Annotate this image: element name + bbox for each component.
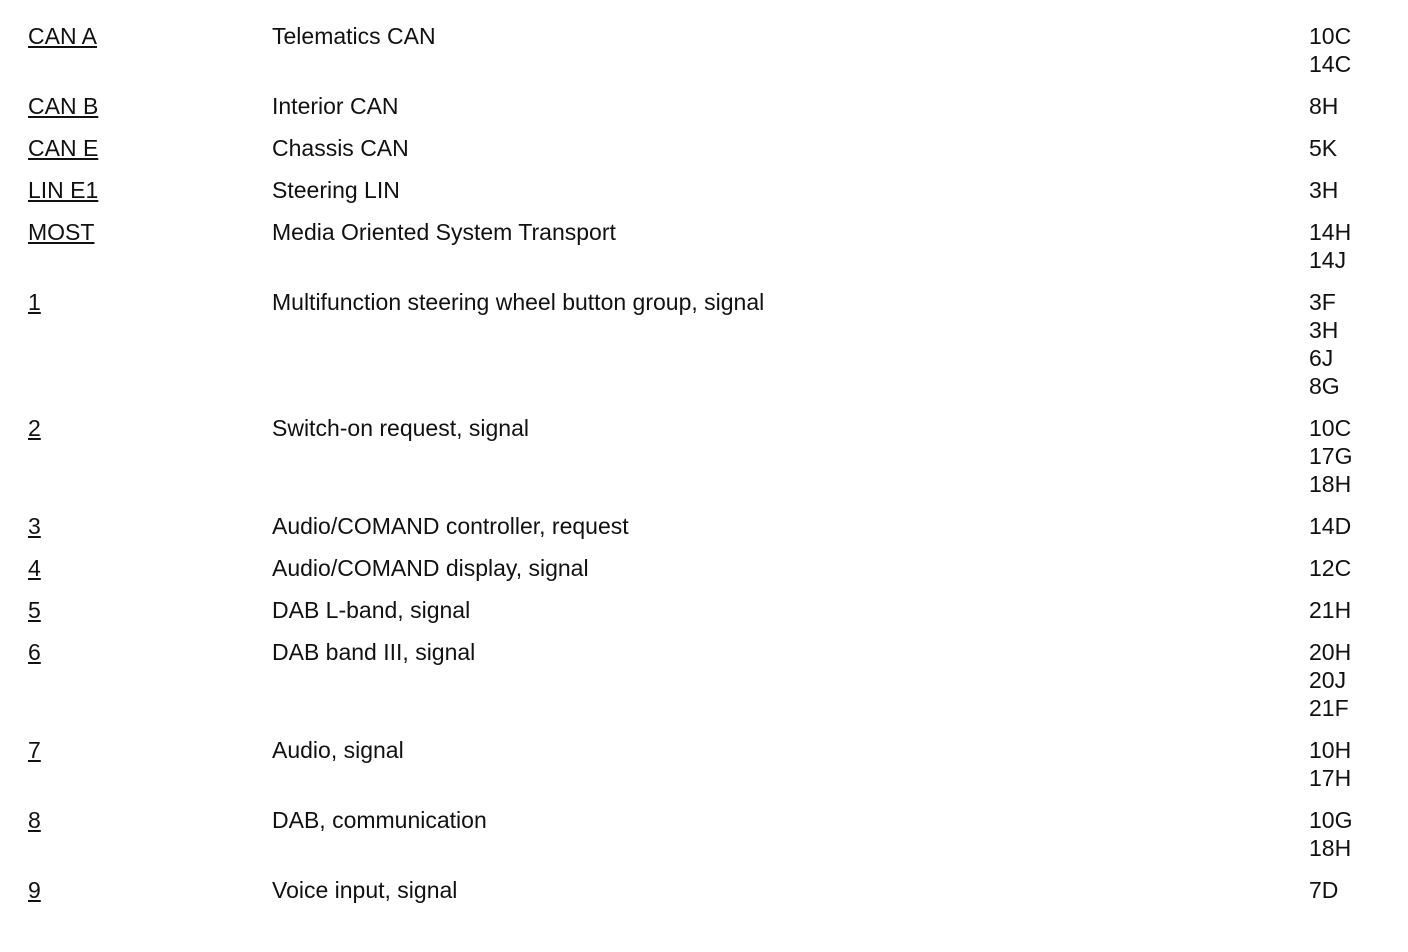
grid-reference: 12C <box>1309 555 1352 581</box>
grid-reference: 6J <box>1309 345 1334 371</box>
grid-reference: 10C <box>1309 415 1352 441</box>
grid-reference: 20H <box>1309 639 1352 665</box>
legend-code-cell <box>28 554 272 582</box>
legend-row <box>28 512 1388 540</box>
legend-grid-refs <box>1309 414 1388 498</box>
legend-grid-refs <box>1309 876 1388 904</box>
legend-code-cell <box>28 414 272 442</box>
legend-row <box>28 176 1388 204</box>
grid-reference: 3F <box>1309 289 1336 315</box>
legend-code-link[interactable]: CAN A <box>28 23 98 49</box>
legend-row <box>28 638 1388 722</box>
legend-description: Telematics CAN <box>272 23 436 49</box>
grid-reference: 14D <box>1309 513 1352 539</box>
legend-grid-refs <box>1309 638 1388 722</box>
legend-grid-refs <box>1309 176 1388 204</box>
legend-description: DAB band III, signal <box>272 639 476 665</box>
signal-legend-table <box>28 22 1388 918</box>
legend-grid-refs <box>1309 736 1388 792</box>
grid-reference: 8H <box>1309 93 1339 119</box>
legend-code-link[interactable]: 2 <box>28 415 41 441</box>
legend-code-link[interactable]: 3 <box>28 513 41 539</box>
legend-code-link[interactable]: 6 <box>28 639 41 665</box>
legend-code-link[interactable]: 5 <box>28 597 41 623</box>
legend-grid-refs <box>1309 806 1388 862</box>
grid-reference: 21H <box>1309 597 1352 623</box>
legend-row <box>28 806 1388 862</box>
grid-reference: 14J <box>1309 247 1347 273</box>
legend-grid-refs <box>1309 22 1388 78</box>
grid-reference: 10G <box>1309 807 1353 833</box>
legend-code-cell <box>28 638 272 666</box>
legend-description: Audio/COMAND display, signal <box>272 555 589 581</box>
grid-reference: 20J <box>1309 667 1347 693</box>
legend-code-cell <box>28 596 272 624</box>
grid-reference: 21F <box>1309 695 1349 721</box>
grid-reference: 10H <box>1309 737 1352 763</box>
legend-grid-refs <box>1309 596 1388 624</box>
legend-code-link[interactable]: 1 <box>28 289 41 315</box>
legend-row <box>28 596 1388 624</box>
legend-row <box>28 554 1388 582</box>
legend-row <box>28 218 1388 274</box>
legend-description: Chassis CAN <box>272 135 409 161</box>
grid-reference: 8G <box>1309 373 1340 399</box>
legend-row <box>28 288 1388 400</box>
grid-reference: 3H <box>1309 317 1339 343</box>
legend-description: Switch-on request, signal <box>272 415 529 441</box>
legend-code-cell <box>28 288 272 316</box>
legend-grid-refs <box>1309 554 1388 582</box>
legend-grid-refs <box>1309 134 1388 162</box>
legend-code-link[interactable]: LIN E1 <box>28 177 99 203</box>
legend-code-cell <box>28 176 272 204</box>
legend-code-cell <box>28 512 272 540</box>
legend-description: DAB L-band, signal <box>272 597 471 623</box>
legend-code-link[interactable]: 4 <box>28 555 41 581</box>
legend-description: DAB, communication <box>272 807 487 833</box>
legend-description: Multifunction steering wheel button group, signal <box>272 289 765 315</box>
legend-code-cell <box>28 876 272 904</box>
grid-reference: 17G <box>1309 443 1353 469</box>
legend-row <box>28 736 1388 792</box>
legend-code-link[interactable]: 7 <box>28 737 41 763</box>
legend-description: Interior CAN <box>272 93 399 119</box>
grid-reference: 5K <box>1309 135 1338 161</box>
legend-description: Audio/COMAND controller, request <box>272 513 629 539</box>
legend-code-cell <box>28 806 272 834</box>
legend-code-cell <box>28 22 272 50</box>
legend-code-link[interactable]: 9 <box>28 877 41 903</box>
grid-reference: 17H <box>1309 765 1352 791</box>
legend-row <box>28 22 1388 78</box>
legend-row <box>28 414 1388 498</box>
legend-description: Steering LIN <box>272 177 400 203</box>
grid-reference: 18H <box>1309 471 1352 497</box>
grid-reference: 18H <box>1309 835 1352 861</box>
legend-code-link[interactable]: MOST <box>28 219 95 245</box>
legend-description: Media Oriented System Transport <box>272 219 616 245</box>
legend-code-cell <box>28 134 272 162</box>
legend-code-link[interactable]: CAN E <box>28 135 99 161</box>
legend-grid-refs <box>1309 512 1388 540</box>
legend-code-cell <box>28 92 272 120</box>
legend-grid-refs <box>1309 288 1388 400</box>
legend-row <box>28 876 1388 904</box>
grid-reference: 3H <box>1309 177 1339 203</box>
legend-grid-refs <box>1309 218 1388 274</box>
grid-reference: 14C <box>1309 51 1352 77</box>
legend-description: Audio, signal <box>272 737 404 763</box>
grid-reference: 14H <box>1309 219 1352 245</box>
legend-code-link[interactable]: 8 <box>28 807 41 833</box>
legend-code-link[interactable]: CAN B <box>28 93 99 119</box>
legend-grid-refs <box>1309 92 1388 120</box>
grid-reference: 7D <box>1309 877 1339 903</box>
legend-code-cell <box>28 218 272 246</box>
legend-row <box>28 92 1388 120</box>
legend-row <box>28 134 1388 162</box>
legend-description: Voice input, signal <box>272 877 458 903</box>
legend-code-cell <box>28 736 272 764</box>
grid-reference: 10C <box>1309 23 1352 49</box>
